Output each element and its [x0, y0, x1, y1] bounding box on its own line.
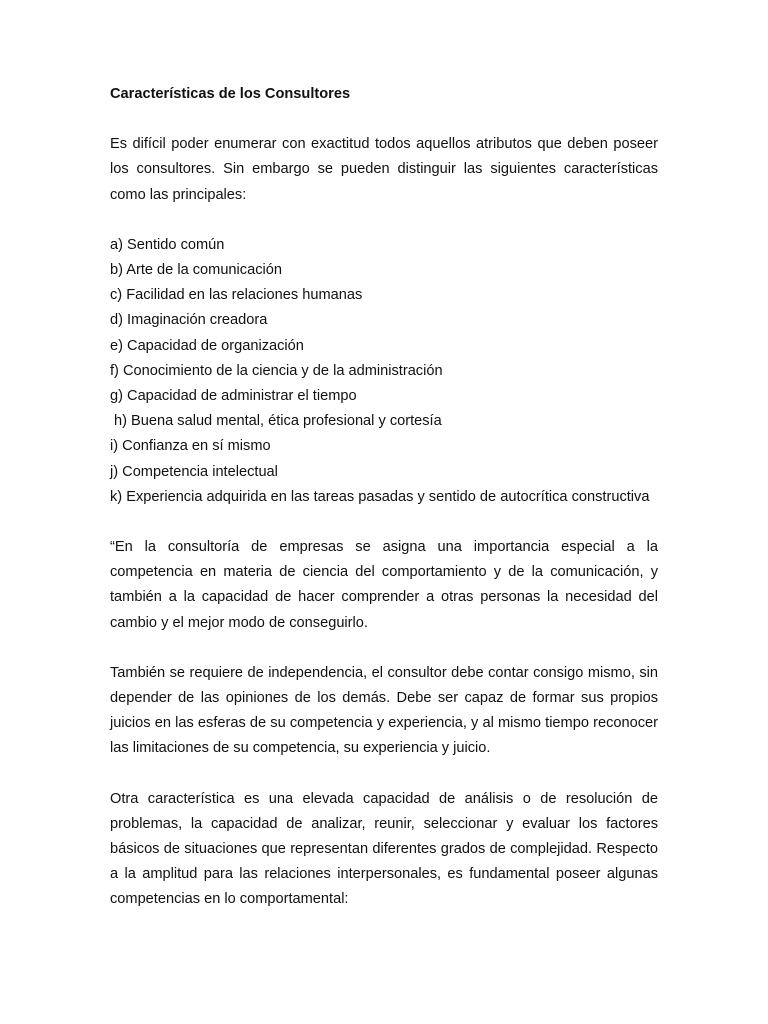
spacer: [110, 636, 658, 661]
spacer: [110, 762, 658, 787]
intro-paragraph: Es difícil poder enumerar con exactitud todos aquellos atributos que deben poseer los consultores. Sin embargo se pueden distinguir las siguientes características como las principales:: [110, 136, 658, 203]
spacer: [110, 107, 658, 132]
list-item: h) Buena salud mental, ética profesional y cortesía: [114, 413, 442, 430]
list-item: j) Competencia intelectual: [110, 463, 278, 480]
list-item: d) Imaginación creadora: [110, 312, 268, 329]
spacer: [110, 208, 658, 233]
list-item: f) Conocimiento de la ciencia y de la administración: [110, 362, 443, 379]
list-item: k) Experiencia adquirida en las tareas pasadas y sentido de autocrítica constructiva: [110, 488, 650, 505]
list-item: e) Capacidad de organización: [110, 337, 304, 354]
body-paragraph: “En la consultoría de empresas se asigna una importancia especial a la competencia en materia de ciencia del comportamiento y de la comunicación, y también a la capacidad de hacer comprender a otras personas la necesidad del cambio y el mejor modo de conseguirlo.: [110, 539, 658, 631]
list-item: g) Capacidad de administrar el tiempo: [110, 388, 357, 405]
list-item: a) Sentido común: [110, 236, 225, 253]
body-paragraph: También se requiere de independencia, el consultor debe contar consigo mismo, sin depender de las opiniones de los demás. Debe ser capaz de formar sus propios juicios en las esferas de su competencia y experiencia, y al mismo tiempo reconocer las limitaciones de su competencia, su experiencia y juicio.: [110, 664, 658, 757]
spacer: [110, 510, 658, 535]
list-item: i) Confianza en sí mismo: [110, 438, 271, 455]
document-body: [110, 82, 658, 913]
list-item: b) Arte de la comunicación: [110, 262, 282, 279]
body-paragraph: Otra característica es una elevada capacidad de análisis o de resolución de problemas, la capacidad de analizar, reunir, seleccionar y evaluar los factores básicos de situaciones que representan diferentes grados de complejidad. Respecto a la amplitud para las relaciones interpersonales, es fundamental poseer algunas competencias en lo comportamental:: [110, 790, 658, 908]
document-title: Características de los Consultores: [110, 86, 351, 102]
list-item: c) Facilidad en las relaciones humanas: [110, 287, 363, 304]
characteristics-list: [110, 233, 658, 510]
